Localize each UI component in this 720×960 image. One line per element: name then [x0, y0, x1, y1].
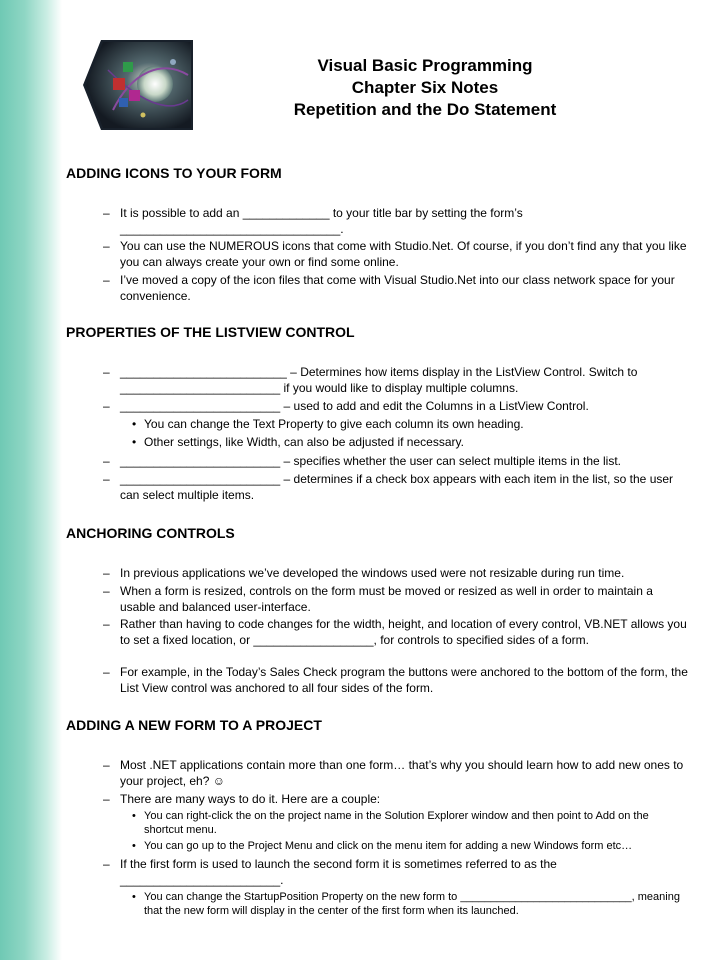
list-item: – You can use the NUMEROUS icons that come with Studio.Net. Of course, if you don’t find any that you like you can always create your own or find some online.	[103, 239, 687, 269]
section-heading-listview-properties: PROPERTIES OF THE LISTVIEW CONTROL	[66, 324, 355, 340]
logo-image	[83, 40, 193, 130]
title-line-1: Visual Basic Programming	[317, 56, 533, 75]
list-item: – In previous applications we’ve developed the windows used were not resizable during run time.	[103, 566, 625, 580]
list-item: – ________________________ – used to add and edit the Columns in a ListView Control.	[103, 399, 589, 413]
list-item: – Most .NET applications contain more than one form… that’s why you should learn how to add new ones to your project, eh? ☺	[103, 758, 684, 788]
section-heading-adding-icons: ADDING ICONS TO YOUR FORM	[66, 165, 282, 181]
list-item: – It is possible to add an _____________ to your title bar by setting the form’s _________________________________.	[103, 206, 523, 236]
sub-list-item: • You can change the StartupPosition Property on the new form to ____________________________, meaning that the new form will display in the center of the first form when its launched.	[132, 891, 680, 917]
list-item: – ________________________ – specifies whether the user can select multiple items in the list.	[103, 454, 621, 468]
list-item: – There are many ways to do it. Here are a couple:	[103, 792, 381, 806]
list-item: – When a form is resized, controls on the form must be moved or resized as well in order to maintain a usable and balanced user-interface.	[103, 584, 653, 614]
list-item: – I’ve moved a copy of the icon files that come with Visual Studio.Net into our class network space for your convenience.	[103, 273, 675, 303]
sub-list-item: • You can right-click the on the project name in the Solution Explorer window and then point to Add on the shortcut menu.	[132, 810, 649, 836]
title-line-3: Repetition and the Do Statement	[293, 100, 557, 119]
title-line-2: Chapter Six Notes	[351, 78, 499, 97]
decorative-side-band	[0, 0, 62, 960]
sub-list-item: • Other settings, like Width, can also be adjusted if necessary.	[132, 435, 464, 449]
list-item: – ________________________ – determines if a check box appears with each item in the list, so the user can select multiple items.	[103, 472, 674, 502]
list-item: – _________________________ – Determines how items display in the ListView Control. Switch to ________________________ if you would like to display multiple columns.	[103, 365, 638, 395]
list-item: – Rather than having to code changes for the width, height, and location of every control, VB.NET allows you to set a fixed location, or __________________, for controls to specified sides of a form.	[103, 617, 687, 647]
list-item: – For example, in the Today’s Sales Check program the buttons were anchored to the bottom of the form, the List View control was anchored to all four sides of the form.	[103, 665, 688, 695]
sub-list-item: • You can go up to the Project Menu and click on the menu item for adding a new Windows form etc…	[132, 840, 633, 852]
list-item: – If the first form is used to launch the second form it is sometimes referred to as the ________________________.	[103, 857, 557, 887]
document-title	[230, 55, 620, 121]
section-heading-adding-new-form: ADDING A NEW FORM TO A PROJECT	[66, 717, 322, 733]
section-heading-anchoring-controls: ANCHORING CONTROLS	[66, 525, 235, 541]
sub-list-item: • You can change the Text Property to give each column its own heading.	[132, 417, 524, 431]
